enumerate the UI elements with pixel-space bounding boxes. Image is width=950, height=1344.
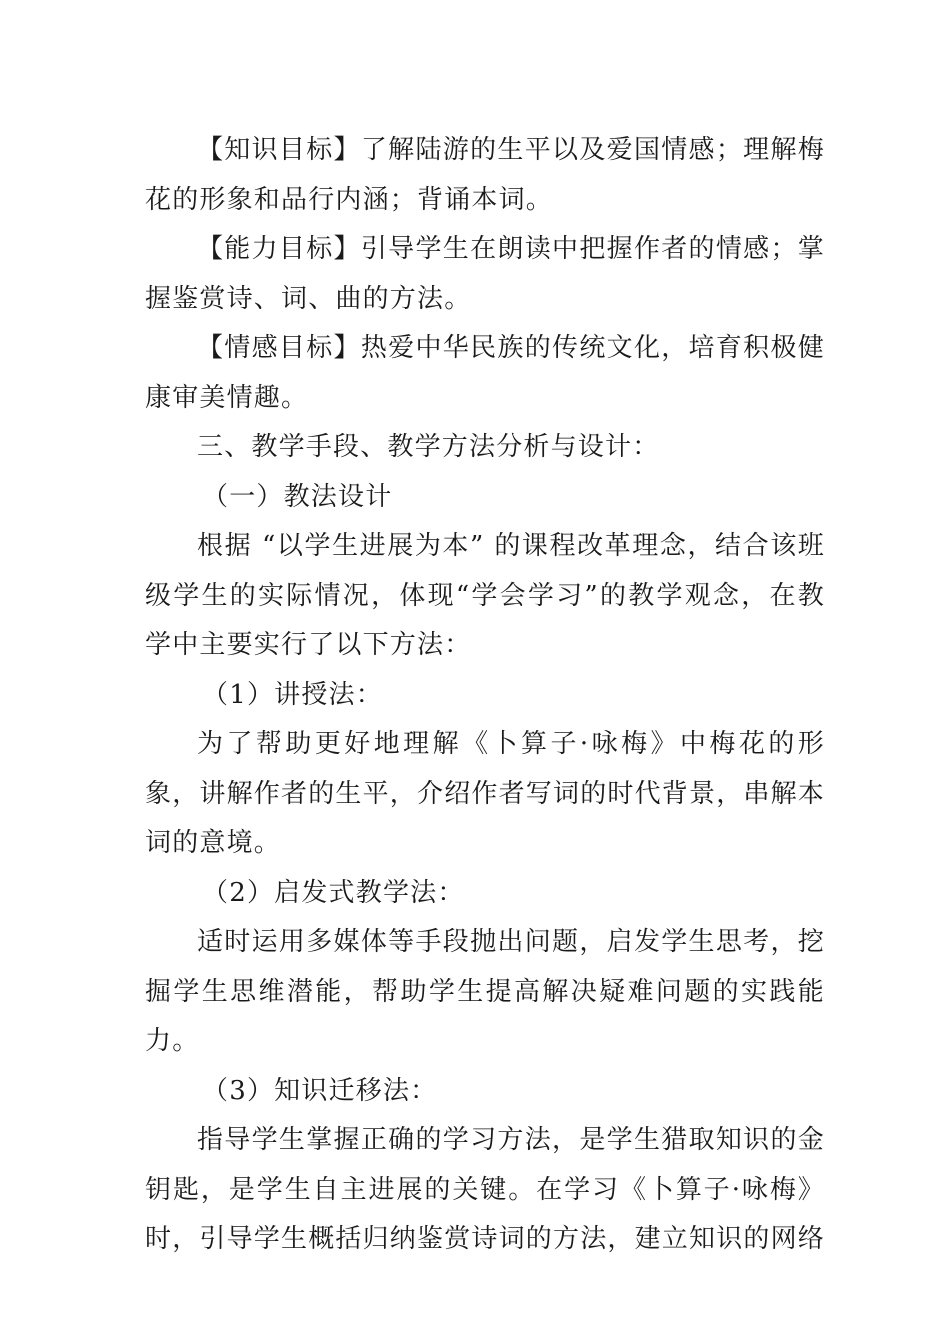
- subheading-teaching-design: （一）教法设计: [202, 481, 393, 512]
- paragraph-ability-goal: 【能力目标】引导学生在朗读中把握作者的情感；掌握鉴赏诗、词、曲的方法。: [145, 234, 825, 314]
- paragraph-transfer-method: 指导学生掌握正确的学习方法，是学生猎取知识的金钥匙，是学生自主进展的关键。在学习《卜算子·咏梅》时，引导学生概括归纳鉴赏诗词的方法，建立知识的网络: [145, 1125, 826, 1254]
- paragraph-heuristic-method: 适时运用多媒体等手段抛出问题，启发学生思考，挖掘学生思维潜能，帮助学生提高解决疑难问题的实践能力。: [145, 927, 825, 1056]
- paragraph-emotion-goal: 【情感目标】热爱中华民族的传统文化，培育积极健康审美情趣。: [145, 333, 825, 413]
- paragraph-lecture-method: 为了帮助更好地理解《卜算子·咏梅》中梅花的形象，讲解作者的生平，介绍作者写词的时代背景，串解本词的意境。: [145, 729, 826, 858]
- document-body: [145, 126, 825, 1265]
- section-heading-methods: 三、教学手段、教学方法分析与设计：: [197, 432, 660, 462]
- paragraph-knowledge-goal: 【知识目标】了解陆游的生平以及爱国情感；理解梅花的形象和品行内涵；背诵本词。: [145, 135, 825, 215]
- subheading-heuristic-method: （2）启发式教学法：: [202, 877, 465, 908]
- subheading-lecture-method: （1）讲授法：: [202, 679, 383, 710]
- paragraph-teaching-concept: 根据 “以学生进展为本” 的课程改革理念，结合该班级学生的实际情况，体现“学会学习”的教学观念，在教学中主要实行了以下方法：: [145, 531, 825, 660]
- subheading-transfer-method: （3）知识迁移法：: [202, 1075, 438, 1106]
